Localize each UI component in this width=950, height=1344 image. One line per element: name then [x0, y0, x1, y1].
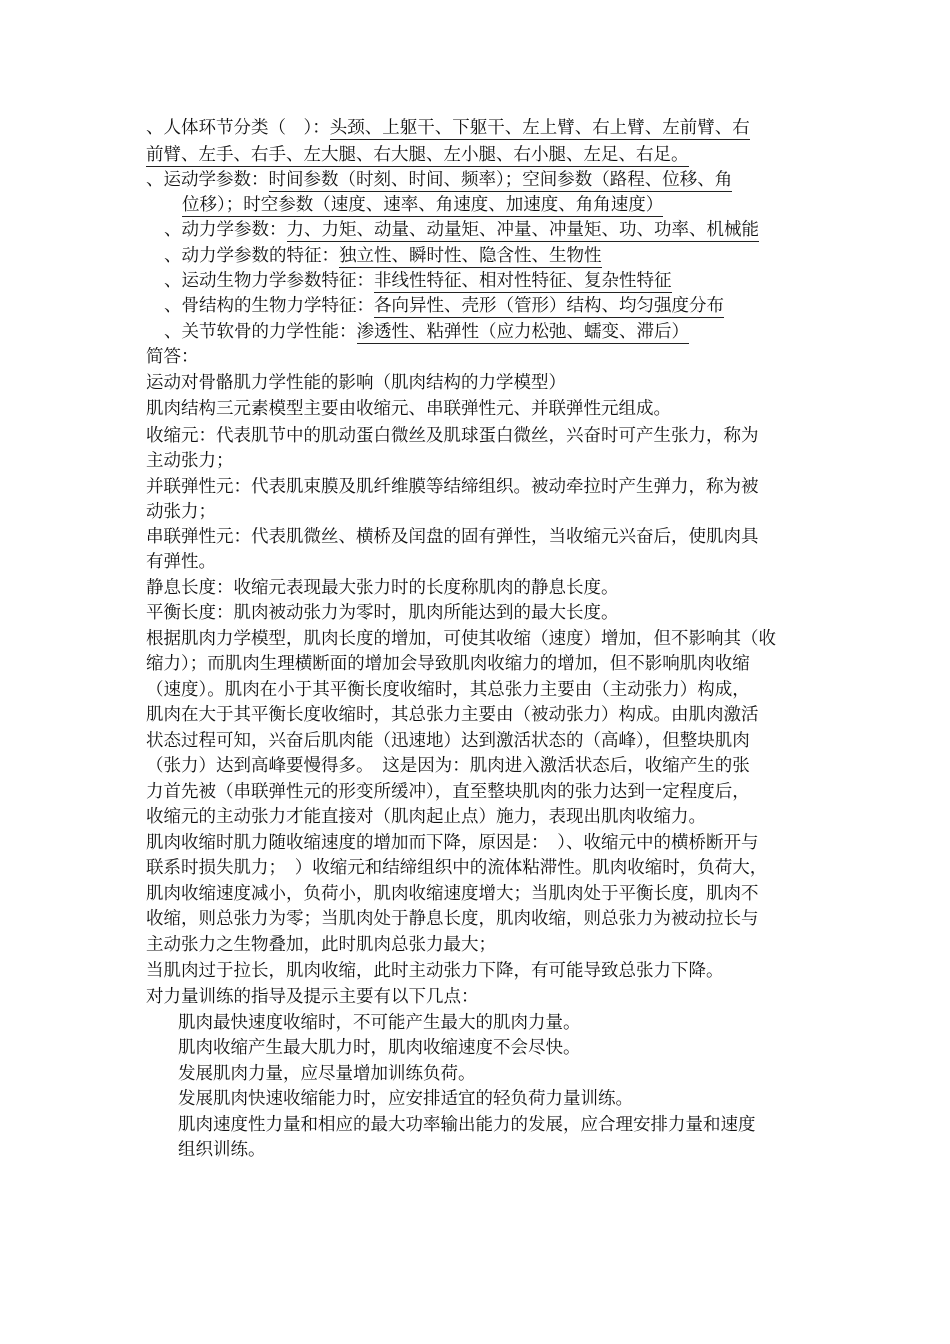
paragraph-line: 当肌肉过于拉长，肌肉收缩，此时主动张力下降，有可能导致总张力下降。: [146, 961, 724, 981]
note-answer: 时间参数（时刻、时间、频率）；空间参数（路程、位移、角: [268, 170, 733, 190]
note-answer: 渗透性、粘弹性（应力松弛、蠕变、滞后）: [356, 322, 689, 342]
paragraph-line: 收缩元：代表肌节中的肌动蛋白微丝及肌球蛋白微丝，兴奋时可产生张力，称为: [146, 426, 759, 446]
note-answer: 各向异性、壳形（管形）结构、均匀强度分布: [374, 296, 724, 316]
note-3: [164, 218, 759, 242]
section-heading: 简答：: [146, 347, 199, 367]
paragraph-line: 静息长度：收缩元表现最大张力时的长度称肌肉的静息长度。: [146, 578, 619, 598]
paragraph-line: 缩力）；而肌肉生理横断面的增加会导致肌肉收缩力的增加，但不影响肌肉收缩: [146, 654, 750, 674]
paragraph-line: 肌肉结构三元素模型主要由收缩元、串联弹性元、并联弹性元组成。: [146, 399, 671, 419]
note-label: 、动力学参数：: [164, 220, 287, 240]
paragraph-line: 主动张力之生物叠加，此时肌肉总张力最大；: [146, 935, 496, 955]
note-label: 、骨结构的生物力学特征：: [164, 296, 374, 316]
note-answer: 独立性、瞬时性、隐含性、生物性: [339, 246, 602, 266]
paragraph-line: 动张力；: [146, 502, 216, 522]
paragraph-line: 并联弹性元：代表肌束膜及肌纤维膜等结缔组织。被动牵拉时产生弹力，称为被: [146, 477, 759, 497]
note-answer: 头颈、上躯干、下躯干、左上臂、右上臂、左前臂、右: [329, 118, 750, 138]
paragraph-line: 根据肌肉力学模型，肌肉长度的增加，可使其收缩（速度）增加，但不影响其（收: [146, 629, 776, 649]
note-7: [164, 320, 689, 344]
note-label: 、运动生物力学参数特征：: [164, 271, 374, 291]
paragraph-line: （张力）达到高峰要慢得多。 这是因为：肌肉进入激活状态后，收缩产生的张: [146, 756, 750, 776]
tip-item: 发展肌肉快速收缩能力时，应安排适宜的轻负荷力量训练。: [178, 1089, 633, 1109]
paragraph-line: 肌肉收缩速度减小，负荷小，肌肉收缩速度增大；当肌肉处于平衡长度，肌肉不: [146, 884, 759, 904]
paragraph-line: 平衡长度：肌肉被动张力为零时，肌肉所能达到的最大长度。: [146, 603, 619, 623]
tip-item: 组织训练。: [178, 1140, 266, 1160]
paragraph-line: 收缩元的主动张力才能直接对（肌肉起止点）施力，表现出肌肉收缩力。: [146, 807, 706, 827]
note-label: 、人体环节分类（ ）：: [146, 118, 330, 138]
paragraph-line: 肌肉收缩时肌力随收缩速度的增加而下降，原因是： ）、收缩元中的横桥断开与: [146, 833, 759, 853]
paragraph-line: 肌肉在大于其平衡长度收缩时，其总张力主要由（被动张力）构成。由肌肉激活: [146, 705, 759, 725]
paragraph-line: 收缩，则总张力为零；当肌肉处于静息长度，肌肉收缩，则总张力为被动拉长与: [146, 909, 759, 929]
note-label: 、关节软骨的力学性能：: [164, 322, 357, 342]
note-label: 、动力学参数的特征：: [164, 246, 339, 266]
note-label: 、运动学参数：: [146, 170, 269, 190]
paragraph-line: 运动对骨骼肌力学性能的影响（肌肉结构的力学模型）: [146, 373, 566, 393]
note-answer: 前臂、左手、右手、左大腿、右大腿、左小腿、右小腿、左足、右足。: [146, 145, 689, 165]
note-2: [146, 168, 732, 192]
note-6: [164, 294, 724, 318]
note-1: [146, 116, 750, 140]
paragraph-line: 联系时损失肌力； ）收缩元和结缔组织中的流体粘滞性。肌肉收缩时，负荷大，: [146, 858, 768, 878]
tip-item: 肌肉收缩产生最大肌力时，肌肉收缩速度不会尽快。: [178, 1038, 581, 1058]
paragraph-line: 串联弹性元：代表肌微丝、横桥及闰盘的固有弹性，当收缩元兴奋后，使肌肉具: [146, 527, 759, 547]
note-5: [164, 269, 672, 293]
note-2-cont: [182, 193, 663, 217]
note-answer: 非线性特征、相对性特征、复杂性特征: [374, 271, 672, 291]
tip-item: 肌肉速度性力量和相应的最大功率输出能力的发展，应合理安排力量和速度: [178, 1115, 756, 1135]
note-answer: 位移）；时空参数（速度、速率、角速度、加速度、角角速度）: [182, 195, 664, 215]
paragraph-line: 主动张力；: [146, 451, 234, 471]
paragraph-line: 有弹性。: [146, 552, 216, 572]
tip-item: 肌肉最快速度收缩时，不可能产生最大的肌肉力量。: [178, 1013, 581, 1033]
note-answer: 力、力矩、动量、动量矩、冲量、冲量矩、功、功率、机械能: [286, 220, 759, 240]
paragraph-line: 对力量训练的指导及提示主要有以下几点：: [146, 987, 479, 1007]
note-1-cont: [146, 143, 689, 167]
paragraph-line: 力首先被（串联弹性元的形变所缓冲），直至整块肌肉的张力达到一定程度后，: [146, 782, 750, 802]
tip-item: 发展肌肉力量，应尽量增加训练负荷。: [178, 1064, 476, 1084]
paragraph-line: （速度）。肌肉在小于其平衡长度收缩时，其总张力主要由（主动张力）构成，: [146, 680, 750, 700]
paragraph-line: 状态过程可知，兴奋后肌肉能（迅速地）达到激活状态的（高峰），但整块肌肉: [146, 731, 750, 751]
note-4: [164, 244, 602, 268]
